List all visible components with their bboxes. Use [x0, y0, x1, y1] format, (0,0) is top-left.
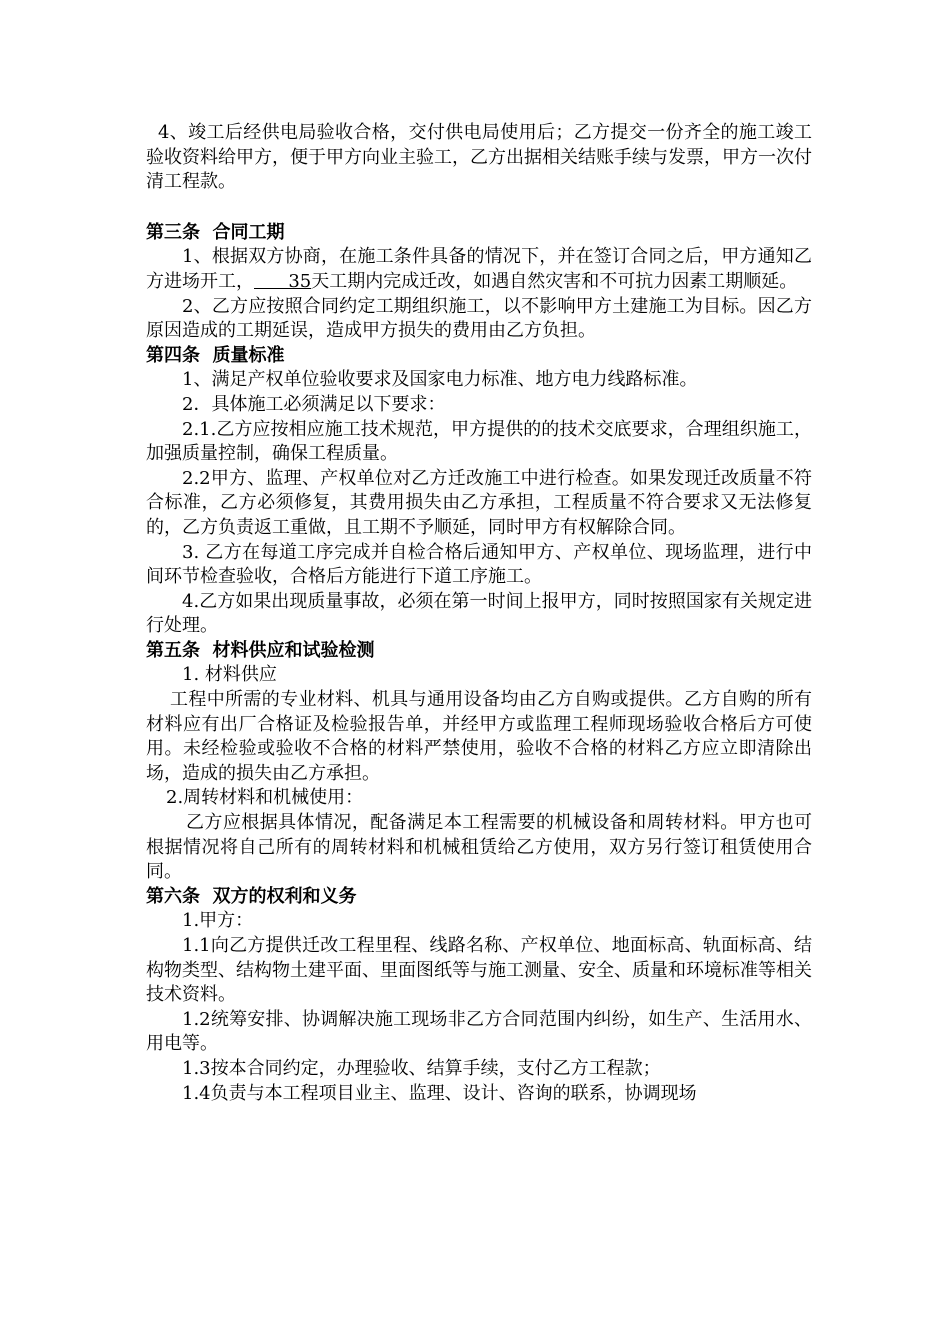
- sec6-paragraph-2: 1.1向乙方提供迁改工程里程、线路名称、产权单位、地面标高、轨面标高、结构物类型、结构物土建平面、里面图纸等与施工测量、安全、质量和环境标准等相关技术资料。: [146, 935, 812, 1006]
- sec4-paragraph-2: 2．具体施工必须满足以下要求：: [182, 393, 446, 415]
- sec6-paragraph-4: 1.3按本合同约定，办理验收、结算手续，支付乙方工程款；: [182, 1057, 661, 1079]
- sec6-paragraph-3: 1.2统筹安排、协调解决施工现场非乙方合同范围内纠纷，如生产、生活用水、用电等。: [146, 1008, 812, 1055]
- sec5-paragraph-3: 2.周转材料和机械使用：: [166, 787, 364, 809]
- sec4-paragraph-6: 4.乙方如果出现质量事故，必须在第一时间上报甲方，同时按照国家有关规定进行处理。: [146, 590, 812, 637]
- sec3-paragraph-2: 2、乙方应按照合同约定工期组织施工，以不影响甲方土建施工为目标。因乙方原因造成的工期延误，造成甲方损失的费用由乙方负担。: [146, 295, 812, 342]
- sec3-paragraph-1: [146, 245, 812, 294]
- sec4-paragraph-3: 2.1.乙方应按相应施工技术规范，甲方提供的的技术交底要求，合理组织施工，加强质量控制，确保工程质量。: [146, 418, 812, 465]
- sec3-p1-text-after: 天工期内完成迁改，如遇自然灾害和不可抗力因素工期顺延。: [311, 270, 798, 292]
- sec4-heading: 第四条 质量标准: [146, 344, 285, 366]
- sec5-paragraph-2: 工程中所需的专业材料、机具与通用设备均由乙方自购或提供。乙方自购的所有材料应有出厂合格证及检验报告单，并经甲方或监理工程师现场验收合格后方可使用。未经检验或验收不合格的材料严禁使用，验收不合格的材料乙方应立即清除出场，造成的损失由乙方承担。: [146, 689, 812, 784]
- contract-body: [146, 121, 812, 1106]
- sec4-paragraph-4: 2.2甲方、监理、产权单位对乙方迁改施工中进行检查。如果发现迁改质量不符合标准，乙方必须修复，其费用损失由乙方承担，工程质量不符合要求又无法修复的，乙方负责返工重做，且工期不予顺延，同时甲方有权解除合同。: [146, 467, 812, 538]
- sec2-paragraph-4: 4、竣工后经供电局验收合格，交付供电局使用后；乙方提交一份齐全的施工竣工验收资料给甲方，便于甲方向业主验工，乙方出据相关结账手续与发票，甲方一次付清工程款。: [146, 122, 812, 193]
- sec4-paragraph-1: 1、满足产权单位验收要求及国家电力标准、地方电力线路标准。: [182, 369, 698, 391]
- sec5-paragraph-1: 1. 材料供应: [182, 664, 277, 686]
- sec6-paragraph-5: 1.4负责与本工程项目业主、监理、设计、咨询的联系，协调现场: [182, 1082, 697, 1104]
- sec3-p1-text-before: 1、根据双方协商，在施工条件具备的情况下，并在签订合同之后，甲方通知乙方进场开工，: [146, 246, 812, 292]
- sec6-heading: 第六条 双方的权利和义务: [146, 885, 357, 907]
- sec5-heading: 第五条 材料供应和试验检测: [146, 639, 375, 661]
- sec4-paragraph-5: 3. 乙方在每道工序完成并自检合格后通知甲方、产权单位、现场监理，进行中间环节检查验收，合格后方能进行下道工序施工。: [146, 541, 812, 588]
- sec3-heading: 第三条 合同工期: [146, 221, 285, 243]
- section-gap: [146, 195, 812, 221]
- sec5-paragraph-4: 乙方应根据具体情况，配备满足本工程需要的机械设备和周转材料。甲方也可根据情况将自己所有的周转材料和机械租赁给乙方使用，双方另行签订租赁使用合同。: [146, 812, 812, 883]
- construction-days-blank: 35: [254, 270, 312, 292]
- sec6-paragraph-1: 1.甲方：: [182, 910, 254, 932]
